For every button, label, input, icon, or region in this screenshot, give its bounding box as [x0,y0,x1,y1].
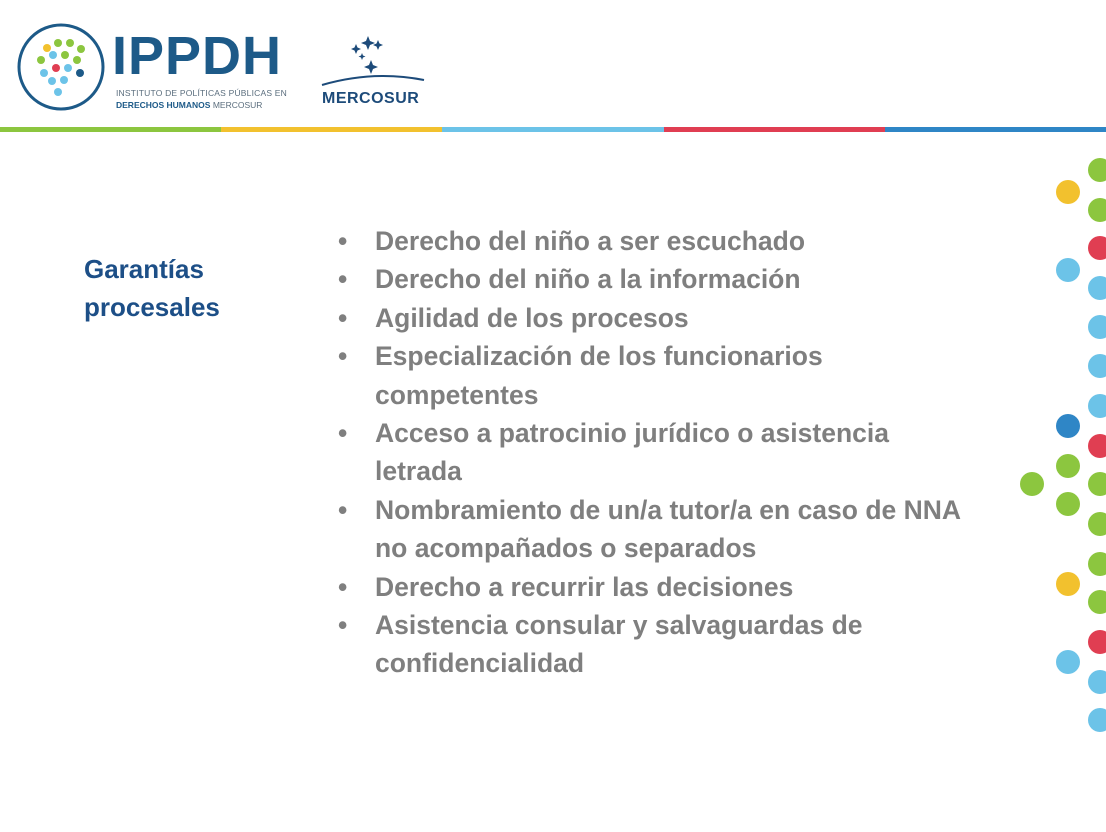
bullet-symbol: • [338,302,348,333]
bullet-symbol: • [338,610,348,641]
list-item-text: Derecho del niño a ser escuchado [375,226,806,256]
bullet-symbol: • [338,264,348,295]
header-color-stripe [0,127,1106,132]
ippdh-wordmark: IPPDH [112,26,283,86]
list-item-text: Especialización de los funcionarios competentes [375,341,823,410]
stripe-red [664,127,885,132]
list-item-text: Agilidad de los procesos [375,302,689,333]
list-item-text: Asistencia consular y salvaguardas de confidencialidad [375,610,863,679]
bullet-symbol: • [338,494,348,525]
decorative-dots [1010,150,1106,750]
ippdh-subtitle-mercosur: MERCOSUR [212,100,263,110]
mercosur-logo [318,30,428,115]
stripe-light-blue [442,127,663,132]
list-item [338,337,978,414]
list-item-text: Derecho a recurrir las decisiones [375,571,794,602]
bullet-symbol: • [338,571,348,602]
ippdh-emblem-icon [16,22,106,112]
list-item [338,260,978,298]
ippdh-subtitle-bold: DERECHOS HUMANOS [116,100,211,110]
stripe-yellow [221,127,442,132]
list-item-text: Derecho del niño a la información [375,264,801,295]
section-title: Garantías procesales [84,254,220,322]
stripe-green [0,127,221,132]
bullet-symbol: • [338,418,348,449]
header [0,0,1106,133]
list-item [338,299,978,337]
list-item [338,568,978,606]
list-item-text: Nombramiento de un/a tutor/a en caso de NNA no acompañados o separados [375,494,961,564]
list-item [338,222,978,260]
southern-cross-icon [318,30,428,90]
bullet-symbol: • [338,341,348,372]
ippdh-subtitle-line1: INSTITUTO DE POLÍTICAS PÚBLICAS EN [116,88,288,98]
ippdh-logo [16,22,316,122]
list-item [338,606,978,683]
ippdh-subtitle-line2 [116,100,262,110]
list-item-text: Acceso a patrocinio jurídico o asistencia letrada [375,418,889,487]
mercosur-wordmark: MERCOSUR [322,90,420,107]
list-item [338,491,978,568]
list-item [338,414,978,491]
stripe-blue [885,127,1106,132]
bullet-symbol: • [338,226,348,256]
bullet-list [338,222,978,683]
